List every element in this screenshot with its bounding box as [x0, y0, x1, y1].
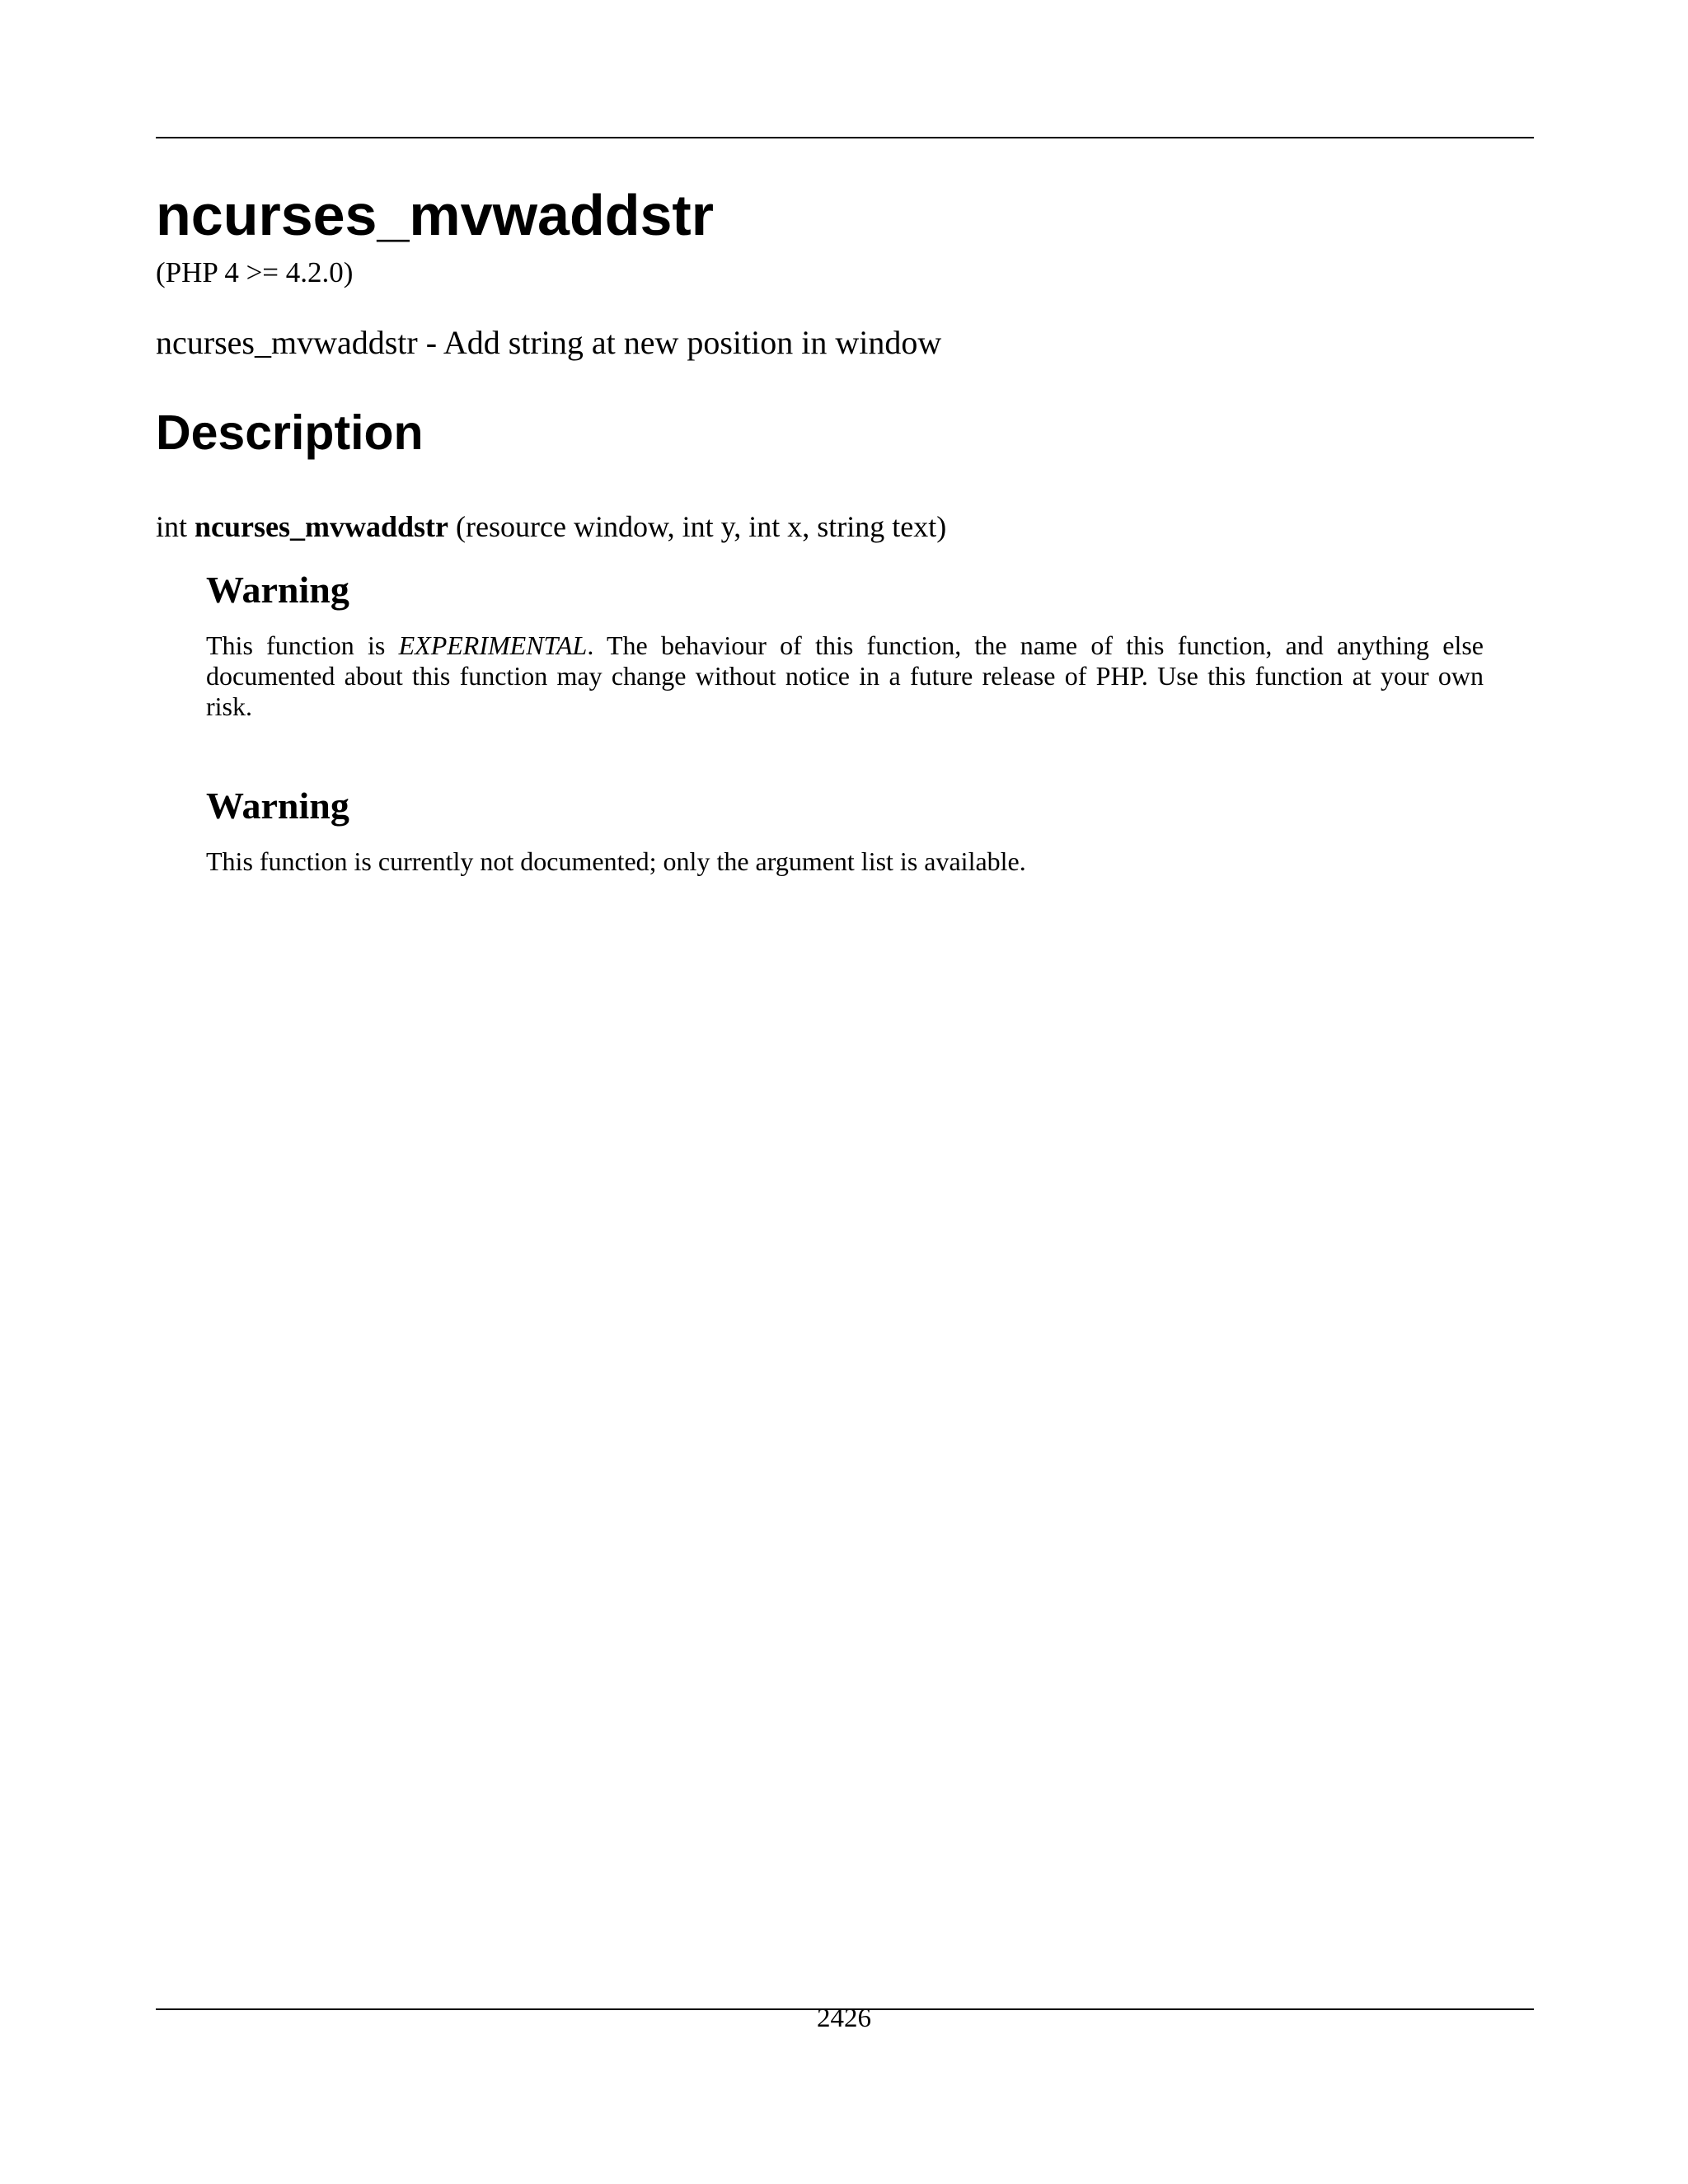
function-synopsis [156, 509, 946, 545]
page-title: ncurses_mvwaddstr [156, 183, 714, 247]
warning-heading: Warning [206, 569, 349, 611]
function-name: ncurses_mvwaddstr [195, 510, 449, 543]
warning-text-start: This function is [206, 630, 399, 661]
page-number: 2426 [817, 2004, 871, 2033]
warning-heading: Warning [206, 785, 349, 827]
return-type: int [156, 510, 188, 543]
warning-text-end: . The behaviour of this function, the name of this function, and anything else documented about this function may change without notice in a future release of PHP. Use this function at your own risk. [206, 630, 1484, 722]
undocumented-warning [206, 783, 1484, 877]
function-purpose: ncurses_mvwaddstr - Add string at new position in window [156, 324, 942, 361]
description-heading: Description [156, 405, 424, 460]
header-rule [156, 137, 1534, 138]
warning-text [206, 630, 1484, 722]
experimental-warning [206, 567, 1484, 722]
function-arguments: (resource window, int y, int x, string text) [456, 510, 947, 543]
experimental-emphasis: EXPERIMENTAL [398, 630, 588, 661]
warning-text: This function is currently not documented; only the argument list is available. [206, 846, 1026, 877]
version-info: (PHP 4 >= 4.2.0) [156, 256, 354, 288]
